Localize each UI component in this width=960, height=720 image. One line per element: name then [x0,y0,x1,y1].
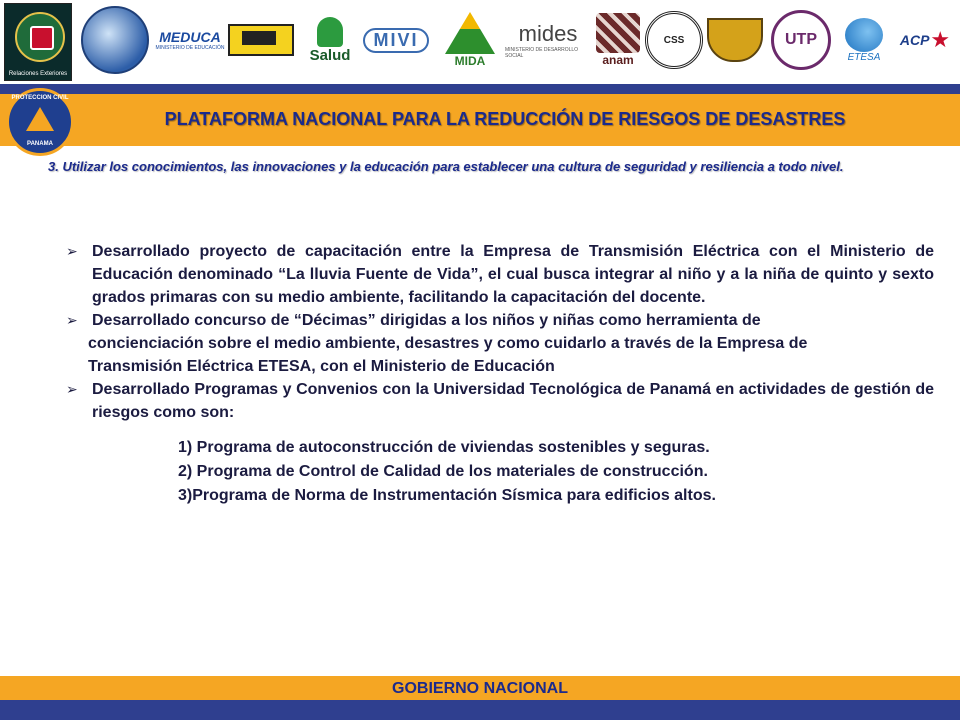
mop-logo [228,4,294,76]
arrow-bullet-icon: ➢ [66,243,78,259]
meduca-text: MEDUCA [159,29,221,45]
idaan-logo [706,4,764,76]
utp-logo [770,4,832,76]
arrow-bullet-icon: ➢ [66,312,78,328]
css-logo [645,4,703,76]
mides-logo [505,4,591,76]
bullet-continuation: concienciación sobre el medio ambiente, desastres y como cuidarlo a través de la Empresa de [88,335,808,352]
subtitle: 3. Utilizar los conocimientos, las innovaciones y la educación para establecer una cultura de seguridad y resiliencia a todo nivel. [48,159,844,174]
content-body [66,240,934,508]
etesa-mark-icon [845,18,883,52]
salud-text: Salud [309,46,351,64]
salud-mark-icon [317,17,343,47]
mida-text: MIDA [454,54,486,68]
proteccion-civil-emblem [6,88,74,156]
program-item: 3)Programa de Norma de Instrumentación Sísmica para edificios altos. [178,487,716,504]
css-seal-icon [645,11,703,69]
bullet-text: Desarrollado concurso de “Décimas” dirigidas a los niños y niñas como herramienta de [92,312,761,329]
logo-caption: Relaciones Exteriores [8,71,68,77]
css-text: CSS [663,34,685,46]
emblem-bottom-text: PANAMA [27,141,53,147]
mida-mark-icon [445,12,495,54]
program-item: 1) Programa de autoconstrucción de viviendas sostenibles y seguras. [178,439,710,456]
meduca-subtext: MINISTERIO DE EDUCACIÓN [155,45,225,51]
miviot-logo [356,4,436,76]
star-icon: ★ [930,27,951,52]
acp-text: ACP [899,32,930,48]
etesa-text: ETESA [847,51,881,63]
bottom-navy-band [0,700,960,720]
top-navy-band [0,84,960,94]
logo-strip [0,0,960,84]
footer-text: GOBIERNO NACIONAL [392,680,568,697]
utp-seal-icon [771,10,831,70]
salud-logo [300,4,360,76]
miviot-text: MIVI [363,28,428,53]
page-title: PLATAFORMA NACIONAL PARA LA REDUCCIÓN DE RIESGOS DE DESASTRES [164,109,846,129]
acp-logo [894,4,956,76]
meduca-logo [154,4,226,76]
anam-logo [594,4,642,76]
bullet-item [66,378,934,424]
mides-text: mides [518,21,578,46]
utp-text: UTP [785,31,817,48]
mida-logo [440,4,500,76]
bullet-continuation: Transmisión Eléctrica ETESA, con el Ministerio de Educación [88,358,555,375]
relaciones-exteriores-logo [4,3,72,81]
bullet-text: Desarrollado proyecto de capacitación entre la Empresa de Transmisión Eléctrica con el Ministerio de Educación denominado “La lluvia Fuente de Vida”, el cual busca integrar al niño y a la niña de quinto y sexto grados primaras con su medio ambiente, facilitando la capacitación del docente. [92,243,934,306]
bullet-item [66,309,934,332]
coat-of-arms-icon [15,12,65,62]
mef-logo [80,4,150,76]
anam-text: anam [602,53,634,67]
globe-icon [81,6,149,74]
emblem-top-text: PROTECCION CIVIL [11,95,69,101]
arrow-bullet-icon: ➢ [66,381,78,397]
bullet-text: Desarrollado Programas y Convenios con la Universidad Tecnológica de Panamá en actividades de gestión de riesgos como son: [92,381,934,421]
anam-mark-icon [596,13,640,53]
idaan-mark-icon [707,18,763,62]
bullet-item [66,240,934,309]
triangle-icon [26,107,54,131]
bulldozer-icon [228,24,294,56]
etesa-logo [836,4,892,76]
program-list [66,436,934,508]
mides-subtext: MINISTERIO DE DESARROLLO SOCIAL [505,47,579,59]
program-item: 2) Programa de Control de Calidad de los materiales de construcción. [178,463,708,480]
